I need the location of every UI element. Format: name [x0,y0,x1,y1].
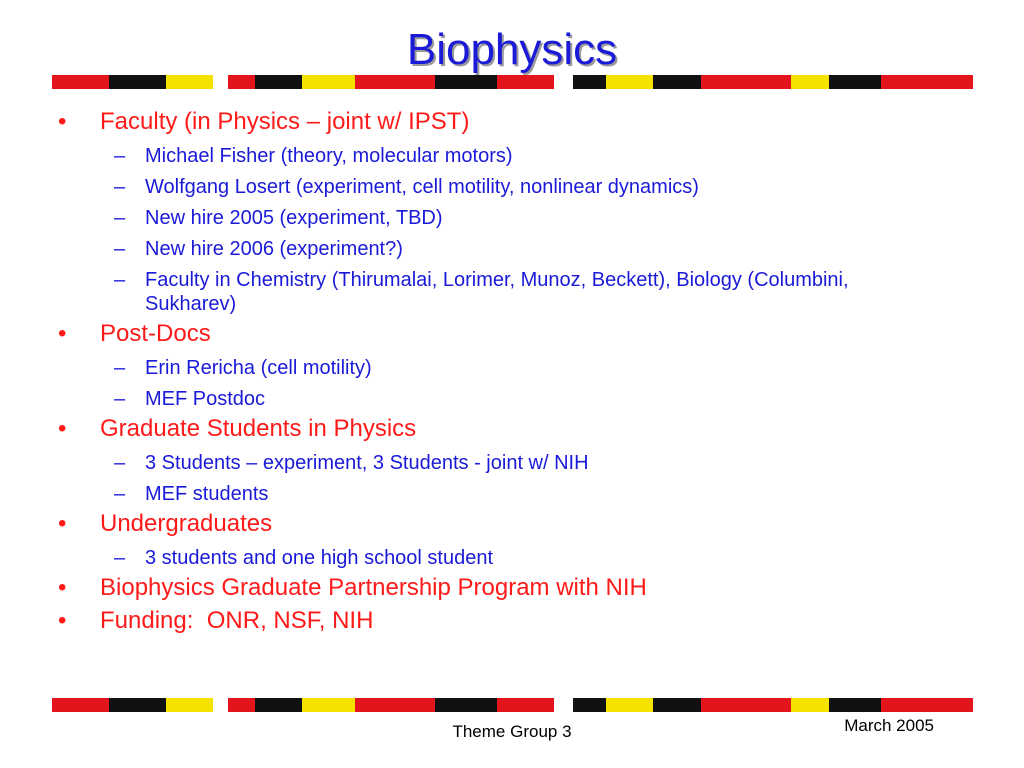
dash-icon: – [114,269,126,291]
sub-item-text: New hire 2006 (experiment?) [145,238,403,260]
sub-item [56,206,956,230]
bullet-text: Graduate Students in Physics [100,415,417,442]
sub-item [56,237,956,261]
sub-item [56,356,956,380]
bullet-item-postdocs [56,319,956,349]
dash-icon: – [114,452,126,474]
bullet-icon: • [58,320,67,347]
bullet-icon: • [58,108,67,135]
sub-item [56,482,956,506]
bullet-text: Undergraduates [100,510,273,537]
bullet-icon: • [58,510,67,537]
sub-item-text: MEF Postdoc [145,388,266,410]
sub-item-text: Faculty in Chemistry (Thirumalai, Lorimer, Munoz, Beckett), Biology (Columbini, Sukharev) [145,269,849,315]
sub-item [56,144,956,168]
bullet-text: Biophysics Graduate Partnership Program with NIH [100,574,647,601]
dash-icon: – [114,388,126,410]
bullet-icon: • [58,415,67,442]
sub-item [56,175,956,199]
bullet-list [56,104,956,636]
bullet-icon: • [58,574,67,601]
bullet-icon: • [58,607,67,634]
sub-item-text: Michael Fisher (theory, molecular motors) [145,145,513,167]
bullet-text: Faculty (in Physics – joint w/ IPST) [100,108,470,135]
slide-title: Biophysics [406,25,618,74]
dash-icon: – [114,238,126,260]
footer-date: March 2005 [844,716,934,735]
bullet-item-grad-students [56,414,956,444]
bullet-text: Funding: ONR, NSF, NIH [100,607,374,634]
footer-theme-group: Theme Group 3 [452,722,572,741]
dash-icon: – [114,357,126,379]
sub-item-text: 3 Students – experiment, 3 Students - joint w/ NIH [145,452,589,474]
dash-icon: – [114,547,126,569]
bullet-item-funding [56,606,956,636]
bullet-item-partnership [56,573,956,603]
sub-item [56,546,956,570]
sub-item [56,387,956,411]
sub-item-text: New hire 2005 (experiment, TBD) [145,207,443,229]
sub-item-text: Erin Rericha (cell motility) [145,357,372,379]
sub-item [56,451,956,475]
top-stripe-divider [52,75,973,89]
sub-item [56,268,945,316]
bullet-item-faculty [56,107,956,137]
sub-item-text: 3 students and one high school student [145,547,494,569]
dash-icon: – [114,176,126,198]
bullet-text: Post-Docs [100,320,211,347]
dash-icon: – [114,483,126,505]
dash-icon: – [114,207,126,229]
bullet-item-undergraduates [56,509,956,539]
dash-icon: – [114,145,126,167]
sub-item-text: MEF students [145,483,269,505]
sub-item-text: Wolfgang Losert (experiment, cell motility, nonlinear dynamics) [145,176,699,198]
bottom-stripe-divider [52,698,973,712]
